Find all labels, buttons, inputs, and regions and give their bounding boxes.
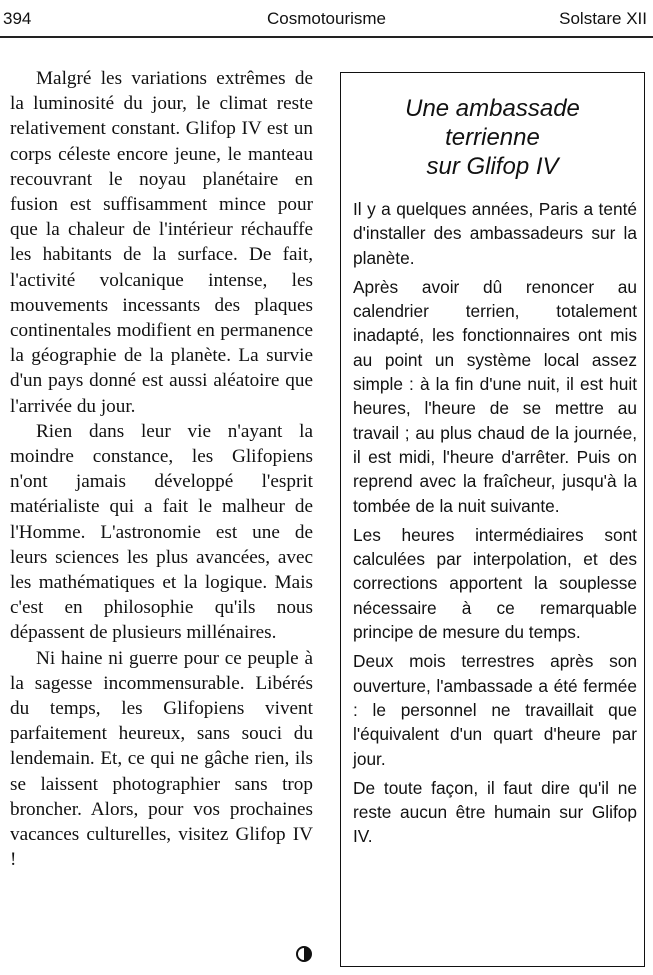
half-moon-icon [296, 946, 312, 962]
main-article-column [10, 66, 313, 873]
section-label: Solstare XII [559, 9, 647, 28]
running-header [0, 0, 653, 38]
article-paragraph-2: Rien dans leur vie n'ayant la moindre constance, les Glifopiens n'ont jamais développé l'esprit matérialiste qui a fait le malheur de l'Homme. L'astronomie est une de leurs sciences les plus avancées, avec les mathématiques et la logique. Mais c'est en philosophie qu'ils nous dépassent de plusieurs millénaires. [10, 420, 313, 644]
article-paragraph-3: Ni haine ni guerre pour ce peuple à la sagesse incommensurable. Libérés du temps, les Glifopiens vivent parfaitement heureux, sans souci du lendemain. Et, ce qui ne gâche rien, ils se laissent photographier sans trop broncher. Alors, pour vos prochaines vacances culturelles, visitez Glifop IV ! [10, 647, 313, 871]
sidebar-title-line-1: Une ambassade [405, 95, 580, 122]
sidebar-title-line-3: sur Glifop IV [426, 153, 559, 180]
sidebar-text [353, 197, 637, 854]
sidebar-paragraph-5: De toute façon, il faut dire qu'il ne reste aucun être humain sur Glifop IV. [353, 777, 637, 847]
page-number: 394 [3, 9, 32, 28]
sidebar-paragraph-2: Après avoir dû renoncer au calendrier terrien, totalement inadapté, les fonctionnaires ont mis au point un système local assez simple : à la fin d'une nuit, il est huit heures, l'heure de se mettre au travail ; au plus chaud de la journée, il est midi, l'heure d'arrêter. Puis on reprend avec la fraîcheur, jusqu'à la tombée de la nuit suivante. [353, 276, 637, 516]
article-paragraph-1: Malgré les variations extrêmes de la luminosité du jour, le climat reste relativement constant. Glifop IV est un corps céleste encore jeune, le manteau recouvrant le noyau planétaire en fusion est suffisamment mince pour que la chaleur de l'intérieur réchauffe les habitants de la surface. De fait, l'activité volcanique intense, les mouvements incessants des plaques continentales modifient en permanence la géographie de la planète. La survie d'un pays donné est aussi aléatoire que l'arrivée du jour. [10, 68, 313, 417]
sidebar-paragraph-1: Il y a quelques années, Paris a tenté d'installer des ambassadeurs sur la planète. [353, 199, 637, 268]
sidebar-paragraph-4: Deux mois terrestres après son ouverture, l'ambassade a été fermée : le personnel ne travaillait que l'équivalent d'un quart d'heure par jour. [353, 651, 637, 769]
running-title: Cosmotourisme [266, 9, 387, 28]
sidebar-title-line-2: terrienne [445, 124, 540, 151]
sidebar-paragraph-3: Les heures intermédiaires sont calculées par interpolation, et des corrections apportent la souplesse nécessaire à ce remarquable principe de mesure du temps. [353, 524, 637, 643]
